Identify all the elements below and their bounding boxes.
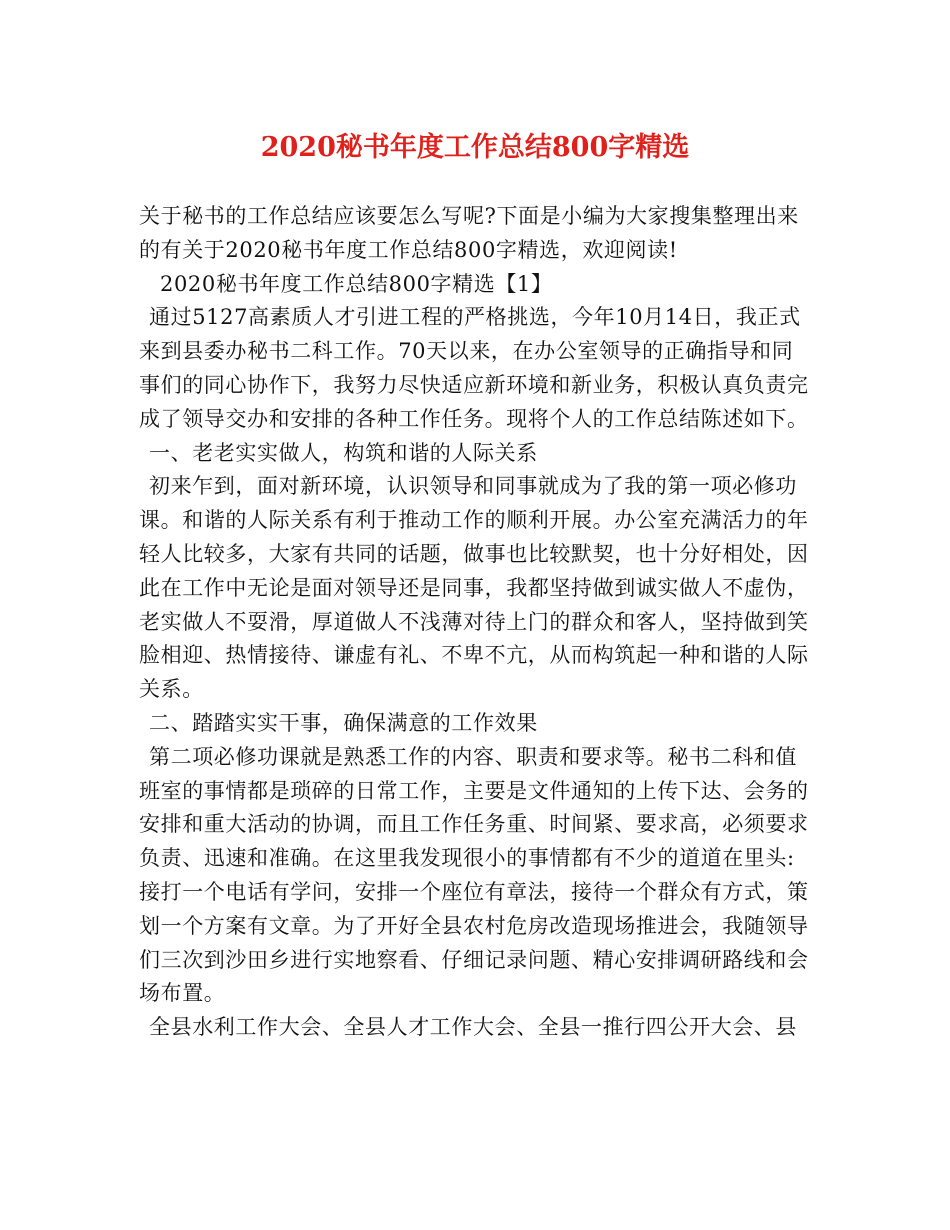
paragraph-line: 关系。 (139, 677, 204, 702)
paragraph-line: 课。和谐的人际关系有利于推动工作的顺利开展。办公室充满活力的年 (139, 508, 809, 533)
paragraph-line: 初来乍到，面对新环境，认识领导和同事就成为了我的第一项必修功 (149, 474, 797, 499)
paragraph-line: 老实做人不耍滑，厚道做人不浅薄对待上门的群众和客人，坚持做到笑 (139, 609, 809, 634)
paragraph-line: 接打一个电话有学问，安排一个座位有章法，接待一个群众有方式，策 (139, 879, 809, 904)
paragraph-line: 此在工作中无论是面对领导还是同事，我都坚持做到诚实做人不虚伪， (139, 575, 809, 600)
section-heading: 一、老老实实做人，构筑和谐的人际关系 (149, 440, 538, 465)
document-body (139, 200, 819, 1045)
paragraph-line: 班室的事情都是琐碎的日常工作，主要是文件通知的上传下达、会务的 (139, 778, 809, 803)
paragraph-line: 轻人比较多，大家有共同的话题，做事也比较默契，也十分好相处，因 (139, 541, 809, 566)
document-title: 2020秘书年度工作总结800字精选 (260, 132, 690, 163)
paragraph-line: 事们的同心协作下，我努力尽快适应新环境和新业务，积极认真负责完 (139, 372, 809, 397)
paragraph-line: 通过5127高素质人才引进工程的严格挑选，今年10月14日，我正式 (149, 305, 801, 330)
paragraph-line: 第二项必修功课就是熟悉工作的内容、职责和要求等。秘书二科和值 (149, 744, 797, 769)
paragraph-line: 全县水利工作大会、全县人才工作大会、全县一推行四公开大会、县 (149, 1015, 797, 1040)
paragraph-line: 关于秘书的工作总结应该要怎么写呢?下面是小编为大家搜集整理出来 (139, 204, 799, 228)
paragraph-line: 来到县委办秘书二科工作。70天以来，在办公室领导的正确指导和同 (139, 339, 794, 364)
paragraph-line: 场布置。 (139, 981, 226, 1006)
paragraph-line: 安排和重大活动的协调，而且工作任务重、时间紧、要求高，必须要求 (139, 812, 809, 837)
paragraph-line: 脸相迎、热情接待、谦虚有礼、不卑不亢，从而构筑起一种和谐的人际 (139, 643, 809, 668)
paragraph-line: 划一个方案有文章。为了开好全县农村危房改造现场推进会，我随领导 (139, 913, 809, 938)
paragraph-line: 负责、迅速和准确。在这里我发现很小的事情都有不少的道道在里头: (139, 846, 795, 871)
section-heading: 2020秘书年度工作总结800字精选【1】 (160, 271, 553, 296)
paragraph-line: 的有关于2020秘书年度工作总结800字精选，欢迎阅读! (139, 237, 678, 262)
section-heading: 二、踏踏实实干事，确保满意的工作效果 (149, 710, 538, 735)
paragraph-line: 们三次到沙田乡进行实地察看、仔细记录问题、精心安排调研路线和会 (139, 947, 809, 972)
paragraph-line: 成了领导交办和安排的各种工作任务。现将个人的工作总结陈述如下。 (139, 406, 809, 431)
